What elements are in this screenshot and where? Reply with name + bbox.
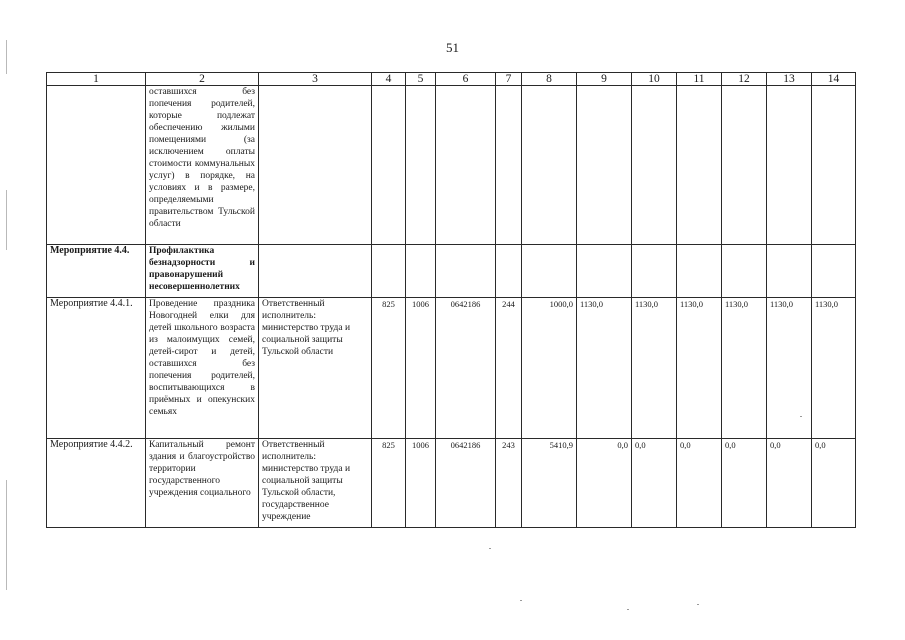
table-cell: [632, 86, 677, 245]
column-header: 12: [722, 73, 767, 86]
table-cell: 243: [496, 439, 522, 528]
column-header: 6: [436, 73, 496, 86]
table-cell: 0642186: [436, 439, 496, 528]
measure-label: Мероприятие 4.4.: [47, 245, 146, 298]
table-cell: 1130,0: [767, 298, 812, 439]
table-cell: [767, 86, 812, 245]
table-cell: 0,0: [632, 439, 677, 528]
responsible-executor: Ответственный исполнитель: министерство труда и социальной защиты Тульской области, государственное учреждение: [259, 439, 372, 528]
scan-speck: [800, 416, 802, 417]
table-cell: [677, 86, 722, 245]
measure-label: [47, 86, 146, 245]
table-cell: [496, 245, 522, 298]
margin-mark: [6, 480, 7, 590]
column-header: 1: [47, 73, 146, 86]
responsible-executor: Ответственный исполнитель: министерство труда и социальной защиты Тульской области: [259, 298, 372, 439]
table-cell: 0,0: [722, 439, 767, 528]
measure-label: Мероприятие 4.4.2.: [47, 439, 146, 528]
header-row: [47, 73, 856, 86]
column-header: 13: [767, 73, 812, 86]
measure-description: Профилактика безнадзорности и правонарушений несовершеннолетних: [146, 245, 259, 298]
column-header: 11: [677, 73, 722, 86]
scan-speck: [697, 604, 699, 605]
column-header: 10: [632, 73, 677, 86]
column-header: 14: [812, 73, 856, 86]
table-cell: 244: [496, 298, 522, 439]
measure-description: Капитальный ремонт здания и благоустройство территории государственного учреждения социального: [146, 439, 259, 528]
scan-speck: [520, 600, 522, 601]
measure-label: Мероприятие 4.4.1.: [47, 298, 146, 439]
table-cell: 1130,0: [812, 298, 856, 439]
column-header: 2: [146, 73, 259, 86]
column-header: 3: [259, 73, 372, 86]
table-cell: 825: [372, 298, 406, 439]
table-cell: 1006: [406, 439, 436, 528]
table-cell: 1130,0: [577, 298, 632, 439]
data-table: [46, 72, 856, 528]
table-cell: [722, 245, 767, 298]
table-cell: [496, 86, 522, 245]
table-row: [47, 439, 856, 528]
column-header: 7: [496, 73, 522, 86]
table-row: [47, 298, 856, 439]
column-header: 8: [522, 73, 577, 86]
table-cell: [577, 245, 632, 298]
table-cell: [522, 245, 577, 298]
table-cell: [632, 245, 677, 298]
table-cell: [812, 86, 856, 245]
table-cell: 0,0: [767, 439, 812, 528]
table-cell: [767, 245, 812, 298]
table-cell: [577, 86, 632, 245]
table-cell: 1130,0: [722, 298, 767, 439]
table-cell: [406, 245, 436, 298]
table-cell: 1130,0: [632, 298, 677, 439]
measure-description: оставшихся без попечения родителей, которые подлежат обеспечению жилыми помещениями (за исключением оплаты стоимости коммунальных услуг) в порядке, на условиях и в размере, определяемыми правительством Тульской области: [146, 86, 259, 245]
column-header: 5: [406, 73, 436, 86]
table-cell: 1006: [406, 298, 436, 439]
margin-mark: [6, 190, 7, 250]
table-cell: 0642186: [436, 298, 496, 439]
table-cell: [522, 86, 577, 245]
table-cell: 1000,0: [522, 298, 577, 439]
table-cell: [372, 245, 406, 298]
table-cell: 5410,9: [522, 439, 577, 528]
table-cell: [436, 245, 496, 298]
scan-speck: [627, 609, 629, 610]
responsible-executor: [259, 86, 372, 245]
table-cell: [372, 86, 406, 245]
measure-description: Проведение праздника Новогодней елки для детей школьного возраста из малоимущих семей, детей-сирот и детей, оставшихся без попечения родителей, воспитывающихся в приёмных и опекунских семьях: [146, 298, 259, 439]
scan-speck: [489, 548, 491, 549]
page-number: 51: [446, 40, 459, 55]
table-cell: 0,0: [577, 439, 632, 528]
responsible-executor: [259, 245, 372, 298]
table-cell: 0,0: [677, 439, 722, 528]
table-cell: [722, 86, 767, 245]
table-cell: [436, 86, 496, 245]
table-row: [47, 86, 856, 245]
column-header: 9: [577, 73, 632, 86]
margin-mark: [6, 40, 7, 74]
table-cell: [406, 86, 436, 245]
table-cell: [677, 245, 722, 298]
table-cell: 0,0: [812, 439, 856, 528]
table-cell: 825: [372, 439, 406, 528]
table-cell: 1130,0: [677, 298, 722, 439]
table-row: [47, 245, 856, 298]
table-cell: [812, 245, 856, 298]
column-header: 4: [372, 73, 406, 86]
